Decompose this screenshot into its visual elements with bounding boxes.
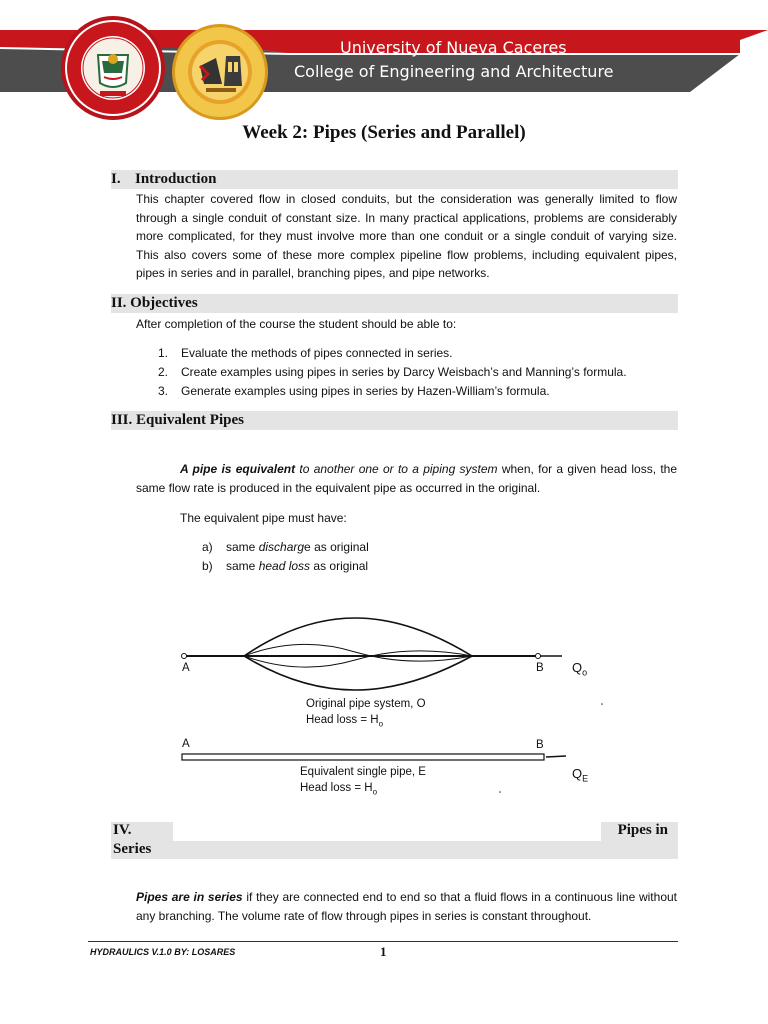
list-item: a) same discharge as original	[202, 540, 369, 554]
list-item: 1. Evaluate the methods of pipes connected in series.	[158, 346, 453, 360]
objectives-lead: After completion of the course the student should be able to:	[136, 317, 457, 331]
university-name: University of Nueva Caceres	[340, 38, 567, 57]
label-a-equivalent: A	[182, 738, 190, 750]
section-title: Introduction	[135, 171, 217, 187]
label-b-equivalent: B	[536, 739, 544, 751]
section-number: IV.	[113, 822, 132, 838]
footer-divider	[88, 941, 678, 942]
parallel-branch-bottom	[244, 656, 472, 690]
equivalent-outlet	[546, 756, 566, 757]
node-b-top	[536, 654, 541, 659]
flow-label-original: $Q_o$	[572, 660, 588, 678]
page-number: 1	[380, 944, 387, 959]
series-paragraph: Pipes are in series if they are connected end to end so that a fluid flows in a continuous line without any branching. The volume rate of flow through pipes in series is constant throughout.	[136, 890, 678, 923]
list-item: b) same head loss as original	[202, 559, 369, 573]
label-b-original: B	[536, 662, 544, 674]
section-title-part-1: Pipes in	[617, 822, 668, 838]
equivalent-must-have: The equivalent pipe must have:	[180, 511, 347, 525]
document-title: Week 2: Pipes (Series and Parallel)	[242, 122, 526, 143]
section-number: I.	[111, 171, 121, 187]
caption-equivalent: Equivalent single pipe, E Head loss = $H_o$	[300, 766, 426, 797]
label-a-original: A	[182, 662, 190, 674]
list-item: 3. Generate examples using pipes in series by Hazen-William’s formula.	[158, 384, 550, 398]
footer-course-label: HYDRAULICS V.1.0 BY: LOSARES	[90, 947, 236, 957]
parallel-branch-middle	[244, 644, 472, 661]
college-name: College of Engineering and Architecture	[294, 62, 614, 81]
section-title-part-2: Series	[113, 841, 152, 857]
node-a-top	[182, 654, 187, 659]
equivalent-single-pipe	[182, 754, 544, 760]
flow-label-equivalent: $Q_E$	[572, 766, 589, 784]
caption-original: Original pipe system, O Head loss = $H_o$	[306, 698, 426, 729]
list-item: 2. Create examples using pipes in series by Darcy Weisbach’s and Manning’s formula.	[158, 365, 627, 379]
introduction-paragraph: This chapter covered flow in closed conduits, but the consideration was generally limited to flow through a single conduit of constant size. In many practical applications, problems are considerably more complicated, for they must involve more than one conduit or a single conduit of varying size. This also covers some of these more complex pipeline flow problems, including equivalent pipes, pipes in series and in parallel, branching pipes, and pipe networks.	[136, 192, 677, 281]
parallel-branch-top	[244, 618, 472, 656]
equivalent-definition: A pipe is equivalent to another one or to a piping system when, for a given head loss, the same flow rate is produced in the equivalent pipe as occurred in the original.	[136, 462, 678, 495]
section-objectives-heading: II. Objectives	[111, 294, 678, 313]
section-series-heading	[111, 822, 678, 859]
section-equivalent-heading: III. Equivalent Pipes	[111, 411, 678, 430]
